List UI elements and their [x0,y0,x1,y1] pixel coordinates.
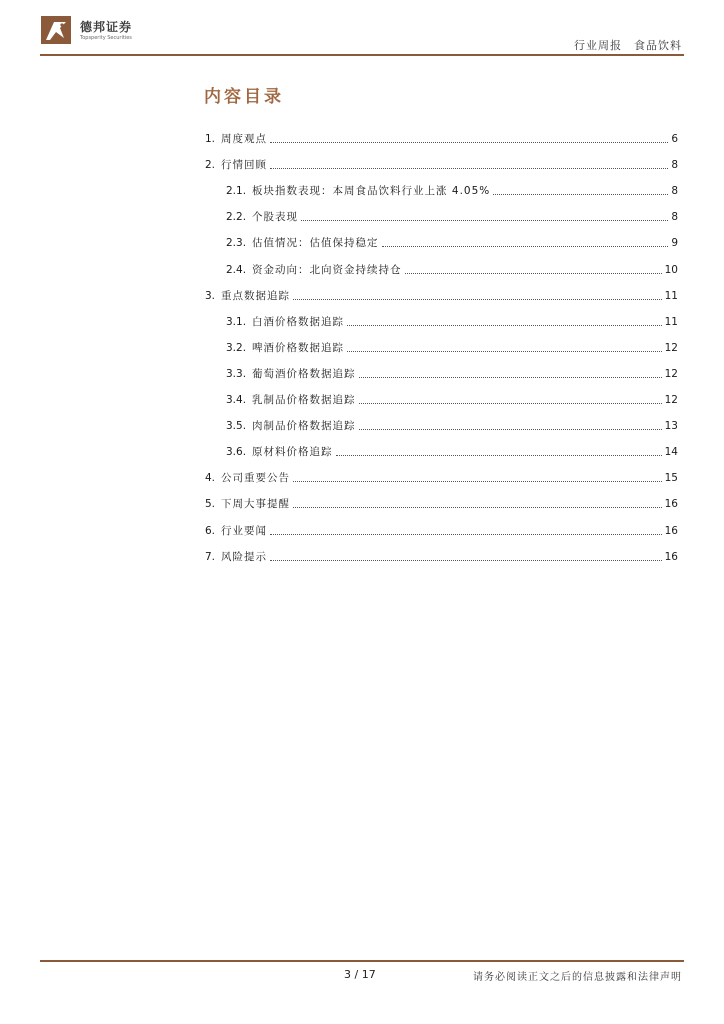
toc-entry-page: 16 [664,524,678,537]
toc-dot-leader [270,560,662,561]
toc-entry-number: 5. [205,498,216,511]
toc-entry-number: 7. [205,550,216,563]
toc-entry[interactable] [205,198,678,224]
toc-entry-page: 11 [664,289,678,302]
toc-entry-number: 1. [205,133,216,146]
toc-entry-title: 重点数据追踪 [221,289,291,302]
toc-entry-number: 3.5. [226,420,247,433]
toc-dot-leader [270,142,668,143]
toc-dot-leader [270,168,668,169]
toc-entry[interactable] [205,329,678,355]
toc-entry-page: 9 [671,237,678,250]
toc-entry-page: 8 [671,185,678,198]
toc-entry-title: 啤酒价格数据追踪 [252,341,345,354]
toc-entry-number: 2. [205,159,216,172]
toc-entry-title: 乳制品价格数据追踪 [252,394,356,407]
toc-entry-number: 2.3. [226,237,247,250]
toc-entry[interactable] [205,120,678,146]
toc-entry-title: 原材料价格追踪 [252,446,333,459]
toc-entry[interactable] [205,303,678,329]
header-divider [40,54,684,56]
logo-english-name: Topsperity Securities [80,35,132,41]
toc-entry-page: 16 [664,498,678,511]
logo-mark-icon [40,14,72,46]
toc-title: 内容目录 [204,87,284,107]
toc-entry-title: 板块指数表现：本周食品饮料行业上涨 4.05% [252,185,491,198]
report-sector: 食品饮料 [634,39,682,52]
toc-dot-leader [347,351,662,352]
toc-entry-title: 肉制品价格数据追踪 [252,420,356,433]
toc-dot-leader [405,273,662,274]
report-type: 行业周报 [574,39,622,52]
toc-dot-leader [293,507,662,508]
toc-entry-number: 3. [205,289,216,302]
toc-entry-title: 周度观点 [221,133,268,146]
toc-dot-leader [293,481,662,482]
toc-dot-leader [301,220,668,221]
toc-entry-page: 6 [671,133,678,146]
company-logo [40,14,150,48]
toc-entry-number: 3.2. [226,341,247,354]
toc-entry-page: 12 [664,341,678,354]
toc-entry[interactable] [205,459,678,485]
toc-entry-page: 11 [664,315,678,328]
toc-entry[interactable] [205,355,678,381]
toc-entry[interactable] [205,433,678,459]
toc-entry[interactable] [205,538,678,564]
toc-entry[interactable] [205,277,678,303]
toc-entry-number: 4. [205,472,216,485]
toc-entry-number: 2.2. [226,211,247,224]
toc-entry-page: 12 [664,367,678,380]
toc-entry-page: 8 [671,211,678,224]
toc-entry[interactable] [205,407,678,433]
toc-entry-number: 3.3. [226,367,247,380]
toc-dot-leader [293,299,662,300]
toc-entry-title: 下周大事提醒 [221,498,291,511]
toc-entry[interactable] [205,146,678,172]
toc-entry-page: 10 [664,263,678,276]
toc-dot-leader [347,325,662,326]
toc-dot-leader [493,194,668,195]
toc-entry[interactable] [205,250,678,276]
toc-dot-leader [359,429,662,430]
toc-entry-title: 葡萄酒价格数据追踪 [252,367,356,380]
toc-entry[interactable] [205,485,678,511]
page-header [0,0,724,60]
toc-entry-number: 2.4. [226,263,247,276]
toc-entry-title: 估值情况：估值保持稳定 [252,237,379,250]
toc-dot-leader [359,403,662,404]
toc-entry-number: 6. [205,524,216,537]
toc-entry-title: 行业要闻 [221,524,268,537]
toc-entry-number: 2.1. [226,185,247,198]
toc-dot-leader [359,377,662,378]
report-category [574,37,682,53]
toc-entry-page: 8 [671,159,678,172]
toc-entry-page: 13 [664,420,678,433]
toc-dot-leader [382,246,669,247]
toc-entry-title: 行情回顾 [221,159,268,172]
toc-entry-title: 白酒价格数据追踪 [252,315,345,328]
page-number: 3 / 17 [344,968,376,981]
toc-entry[interactable] [205,224,678,250]
toc-entry-page: 16 [664,550,678,563]
toc-entry-page: 14 [664,446,678,459]
toc-entry-title: 个股表现 [252,211,299,224]
toc-dot-leader [270,534,662,535]
footer-divider [40,960,684,962]
toc-entry-page: 12 [664,394,678,407]
toc-entry[interactable] [205,381,678,407]
toc-entry-number: 3.6. [226,446,247,459]
toc-entry-title: 公司重要公告 [221,472,291,485]
legal-disclaimer: 请务必阅读正文之后的信息披露和法律声明 [473,972,682,983]
toc-entry-page: 15 [664,472,678,485]
toc-entry-title: 资金动向：北向资金持续持仓 [252,263,402,276]
toc-entry[interactable] [205,511,678,537]
toc-entry-title: 风险提示 [221,550,268,563]
toc-entry[interactable] [205,172,678,198]
table-of-contents [205,120,678,564]
toc-entry-number: 3.1. [226,315,247,328]
logo-chinese-name: 德邦证券 [80,20,133,34]
toc-entry-number: 3.4. [226,394,247,407]
toc-dot-leader [336,455,662,456]
